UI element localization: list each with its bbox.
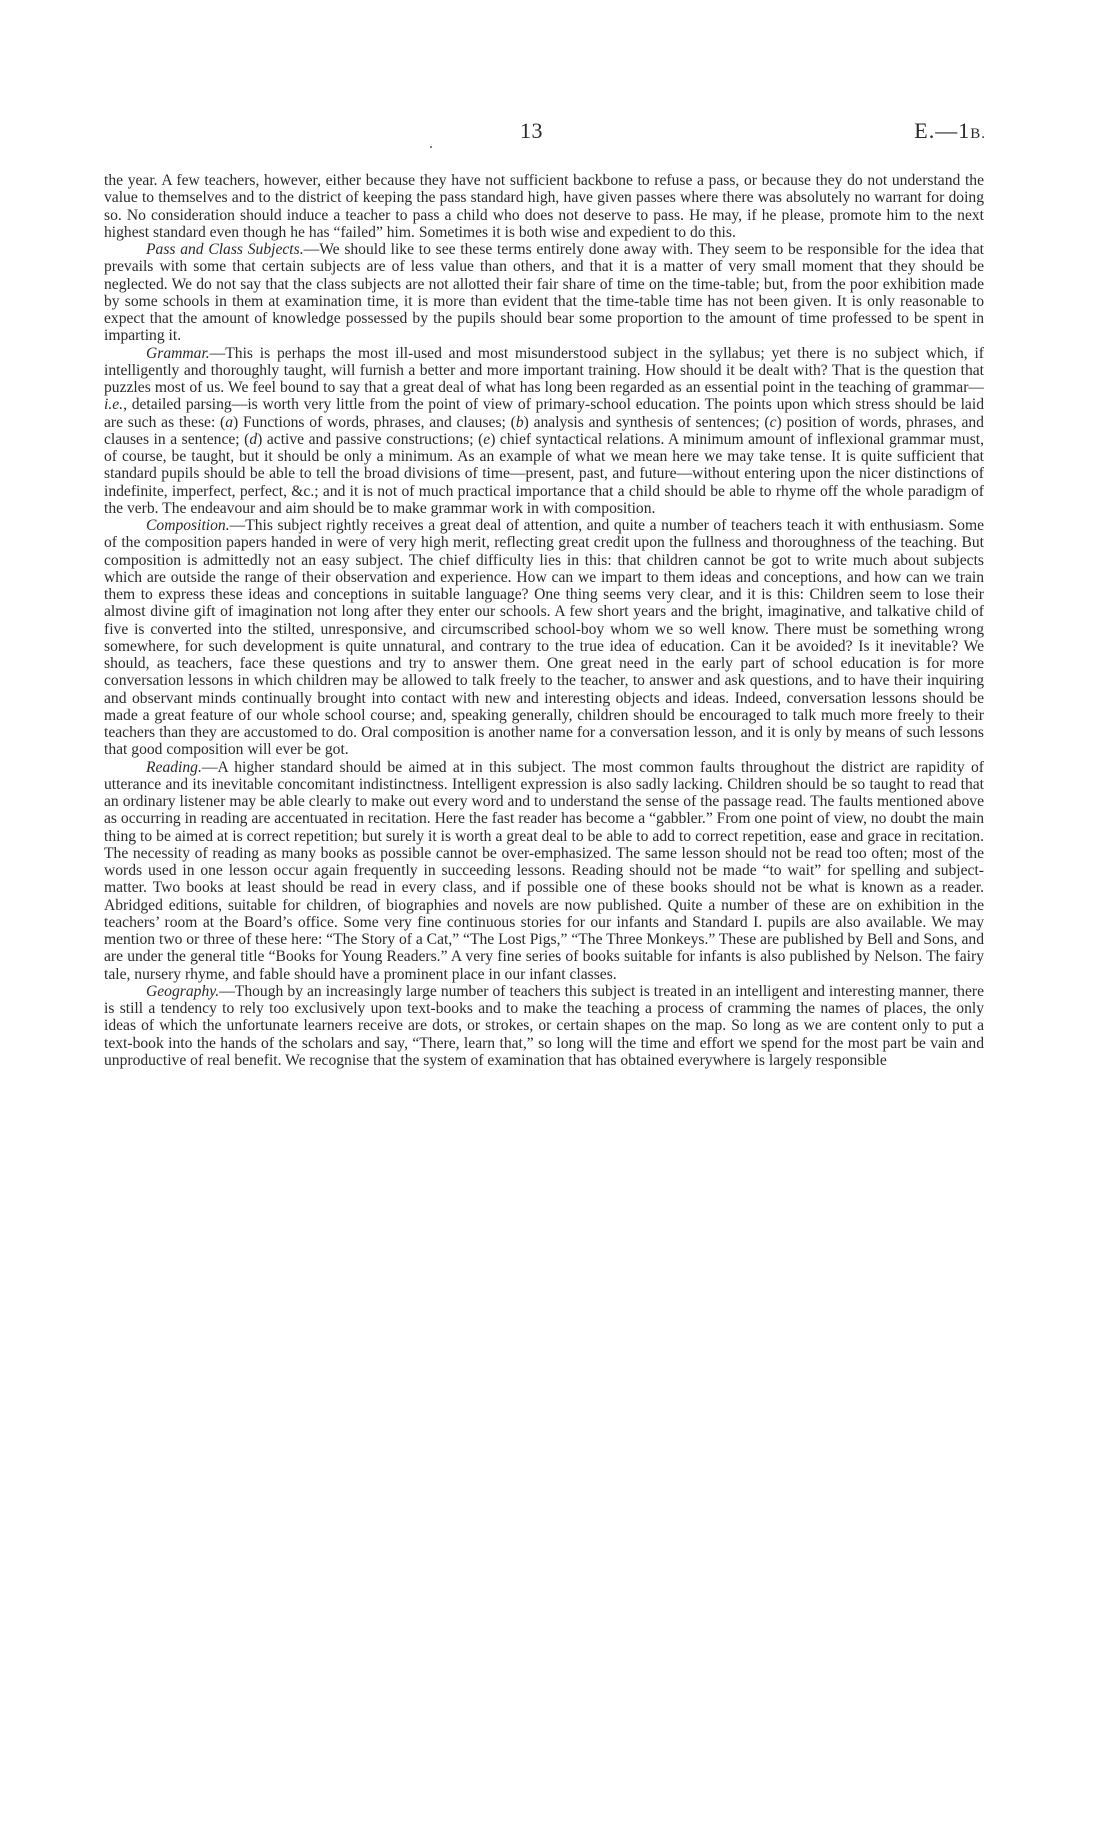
list-marker: a <box>225 413 234 431</box>
paragraph-text: , detailed parsing—is worth very little from the point of view of primary-school education. The points upon which stress should be laid are such as these: ( <box>104 396 984 431</box>
paragraph-text: —This is perhaps the most ill-used and most misunderstood subject in the syllabus; yet there is no subject which, if intelligently and thoroughly taught, will furnish a better and more important training. How should it be dealt with? That is the question that puzzles most of us. We feel bound to say that a great deal of what has long been regarded as an essential point in the teaching of grammar— <box>104 344 984 396</box>
section-heading: Reading. <box>146 758 202 776</box>
section-heading: Pass and Class Subjects. <box>146 241 304 258</box>
print-speck <box>430 146 432 148</box>
paragraph-text: the year. A few teachers, however, either because they have not sufficient backbone to refuse a pass, or because they do not understand the value to themselves and to the district of keeping the pass standard high, have given passes where there was absolutely no warrant for doing so. No consideration should induce a teacher to pass a child who does not deserve to pass. He may, if he please, promote him to the next highest standard even though he has “failed” him. Sometimes it is both wise and expedient to do this. <box>104 172 984 241</box>
paragraph-text: ) active and passive constructions; ( <box>257 430 484 448</box>
paragraph-text: —A higher standard should be aimed at in this subject. The most common faults throughout the district are rapidity of utterance and its inevitable concomitant indistinctness. Intelligent expression is also sadly lacking. Children should be so taught to read that an ordinary listener may be able clearly to make out every word and to understand the sense of the passage read. The faults mentioned above as occurring in reading are accentuated in recitation. Here the fast reader has become a “gabbler.” From one point of view, no doubt the main thing to be aimed at is correct repetition; but surely it is worth a great deal to be able to add to correct repetition, ease and grace in recitation. The necessity of reading as many books as possible cannot be over-emphasized. The same lesson should not be read too often; most of the words used in one lesson occur again frequently in succeeding lessons. Reading should not be made “to wait” for spelling and subject-matter. Two books at least should be read in every class, and if possible one of these books should not be what is known as a reader. Abridged editions, suitable for children, of biographies and novels are now published. Quite a number of these are on exhibition in the teachers’ room at the Board’s office. Some very fine continuous stories for our infants and Standard I. pupils are also available. We may mention two or three of these here: “The Story of a Cat,” “The Lost Pigs,” “The Three Monkeys.” These are published by Bell and Sons, and are under the general title “Books for Young Readers.” A very fine series of books suitable for infants is also published by Nelson. The fairy tale, nursery rhyme, and fable should have a prominent place in our infant classes. <box>104 758 984 983</box>
paragraph-text: ) position of words, phrases, and clauses in a sentence; ( <box>104 413 984 448</box>
section-heading: Grammar. <box>146 344 210 362</box>
section-heading: Geography. <box>146 982 220 1000</box>
paragraph-text: ) Functions of words, phrases, and clauses; ( <box>233 413 516 431</box>
paragraph-geography <box>104 983 984 1069</box>
paragraph-pass-and-class-subjects <box>104 241 984 345</box>
list-marker: d <box>249 430 258 448</box>
list-marker: b <box>515 413 524 431</box>
paragraph-text: ) chief syntactical relations. A minimum amount of inflexional grammar must, of course, be taught, but it should be only a minimum. As an example of what we mean here we may take tense. It is quite sufficient that standard pupils should be able to tell the broad divisions of time—present, past, and future—without entering upon the nicer distinctions of indefinite, imperfect, perfect, &c.; and it is not of much practical importance that a child should be able to rhyme off the whole paradigm of the verb. The endeavour and aim should be to make grammar work in with composition. <box>104 430 984 517</box>
paragraph-text: —We should like to see these terms entirely done away with. They seem to be responsible for the idea that prevails with some that certain subjects are of less value than others, and that it is a matter of very small moment that they should be neglected. We do not say that the class subjects are not allotted their fair share of time on the time-table; but, from the poor exhibition made by some schools in them at examination time, it is more than evident that the time-table time has not been given. It is only reasonable to expect that the amount of knowledge possessed by the pupils should bear some proportion to the amount of time professed to be spent in imparting it. <box>104 241 984 345</box>
paragraph-continuation <box>104 172 984 241</box>
paragraph-text: —Though by an increasingly large number of teachers this subject is treated in an intelligent and interesting manner, there is still a tendency to rely too exclusively upon text-books and to make the teaching a process of cramming the names of places, the only ideas of which the unfortunate learners receive are dots, or strokes, or certain shapes on the map. So long as we are content only to put a text-book into the hands of the scholars and say, “There, learn that,” so long will the time and effort we spend for the most part be vain and unproductive of real benefit. We recognise that the system of examination that has obtained everywhere is largely responsible <box>104 982 984 1069</box>
body-text <box>104 172 984 1069</box>
italic-abbrev: i.e. <box>104 396 124 414</box>
list-marker: c <box>769 413 777 431</box>
series-code <box>914 118 986 144</box>
section-heading: Composition. <box>146 517 230 534</box>
paragraph-composition <box>104 517 984 759</box>
paragraph-text: —This subject rightly receives a great deal of attention, and quite a number of teachers teach it with enthusiasm. Some of the composition papers handed in were of very high merit, reflecting great credit upon the fullness and thoroughness of the teaching. But composition is admittedly not an easy subject. The chief difficulty lies in this: that children cannot be got to write much about subjects which are outside the range of their observation and experience. How can we impart to them ideas and conceptions, and how can we train them to express these ideas and conceptions in suitable language? One thing seems very clear, and it is this: Children seem to lose their almost divine gift of imagination not long after they enter our schools. A few short years and the bright, imaginative, and talkative child of five is converted into the stilted, unresponsive, and circumscribed school-boy whom we so well know. There must be something wrong somewhere, for such development is quite unnatural, and contrary to the true idea of education. Can it be avoided? Is it inevitable? We should, as teachers, face these questions and try to answer them. One great need in the early part of school education is for more conversation lessons in which children may be allowed to talk freely to the teacher, to answer and ask questions, and to have their inquiring and observant minds continually brought into contact with new and interesting objects and ideas. Indeed, conversation lessons should be made a great feature of our whole school course; and, speaking generally, children should be encouraged to talk much more freely to their teachers than they are accustomed to do. Oral composition is another name for a conversation lesson, and it is only by means of such lessons that good composition will ever be got. <box>104 517 984 759</box>
paragraph-text: ) analysis and synthesis of sentences; ( <box>523 413 770 431</box>
series-code-suffix: B. <box>970 126 986 142</box>
paragraph-grammar <box>104 345 984 518</box>
list-marker: e <box>483 430 491 448</box>
paragraph-reading <box>104 759 984 983</box>
series-code-main: E.—1 <box>914 118 971 143</box>
page-number: 13 <box>520 118 543 143</box>
